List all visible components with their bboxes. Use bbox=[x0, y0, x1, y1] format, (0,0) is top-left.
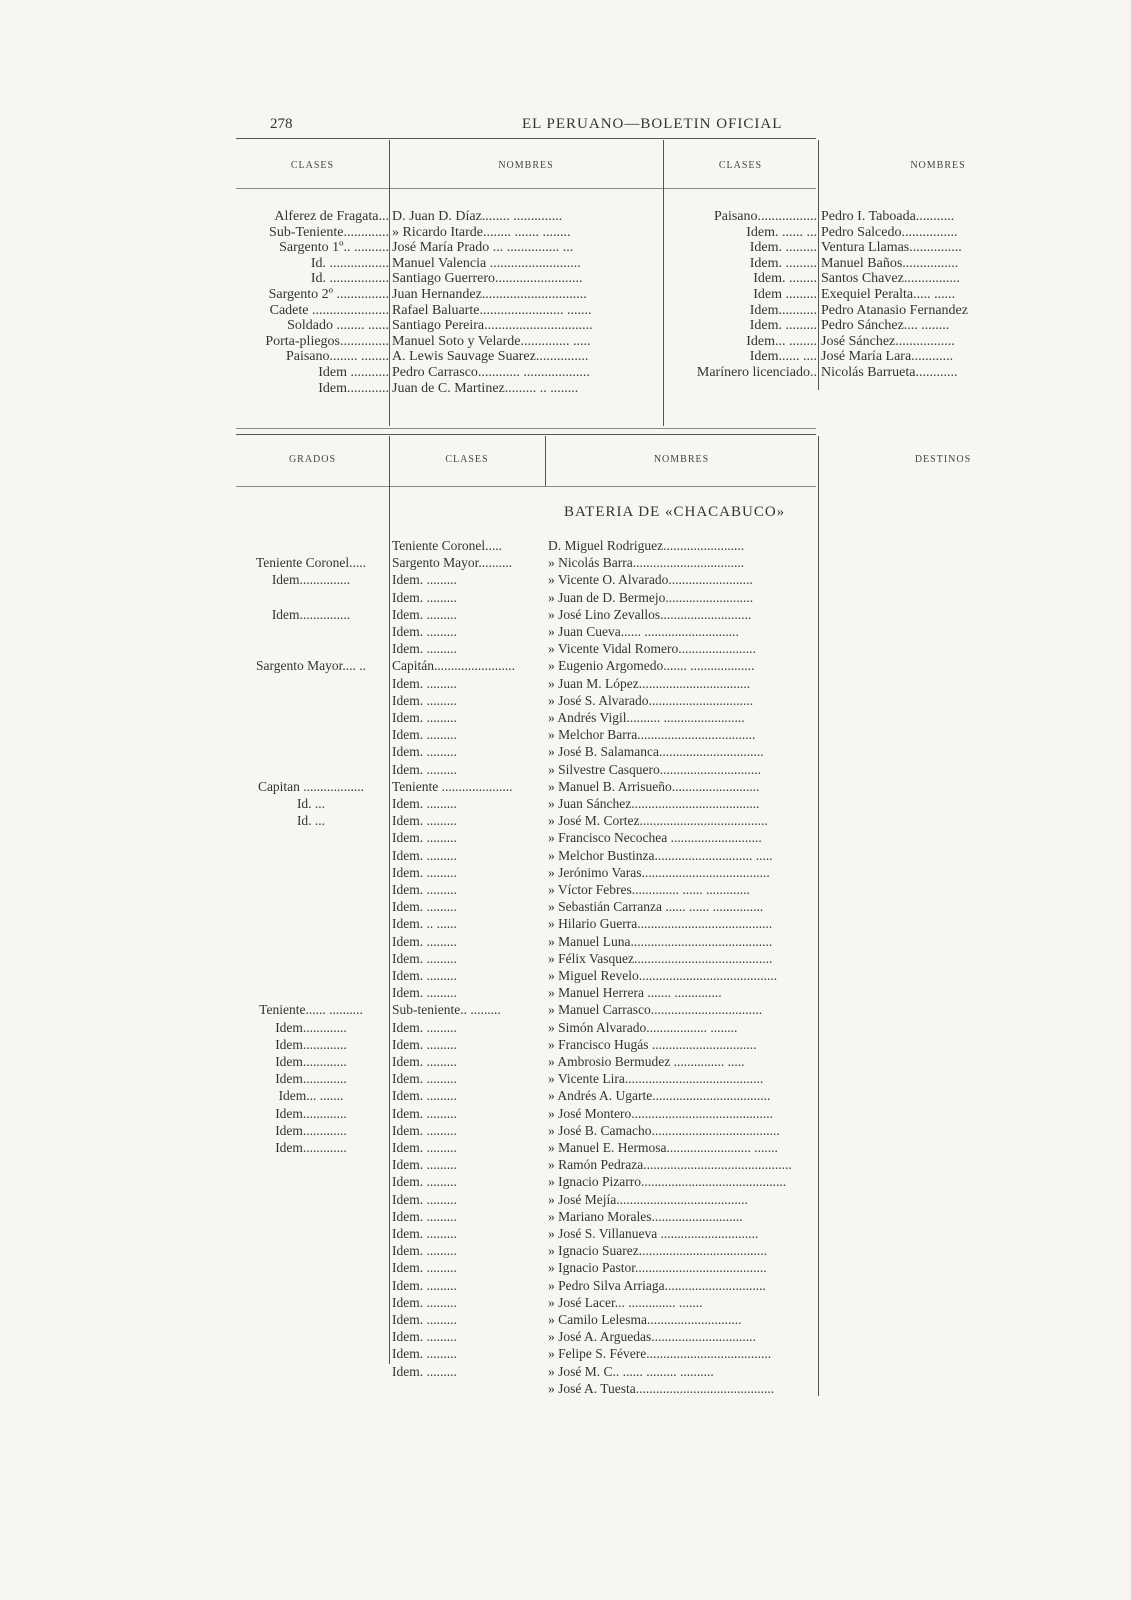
table2-row bbox=[0, 554, 1131, 571]
table2-grado: Idem............. bbox=[275, 1140, 347, 1155]
table2-row bbox=[0, 778, 1131, 795]
table1-nombre-left: Manuel Soto y Velarde.............. ..... bbox=[392, 333, 591, 349]
table2-clase: Idem. ......... bbox=[392, 813, 457, 829]
table2-grado: Teniente Coronel..... bbox=[255, 555, 367, 571]
table1-nombre-right: Exequiel Peralta..... ...... bbox=[821, 287, 956, 302]
table2-nombre: » Ignacio Pizarro........................................... bbox=[548, 1174, 787, 1190]
table2-row bbox=[0, 571, 1131, 588]
table2-header-grados: GRADOS bbox=[288, 454, 337, 465]
table2-clase: Idem. ......... bbox=[392, 727, 457, 743]
table1-row bbox=[0, 303, 1131, 319]
table2-grado: Idem............. bbox=[275, 1122, 347, 1138]
table2-nombre: » Mariano Morales........................... bbox=[548, 1208, 743, 1224]
table2-nombre: » José Lacer... .............. ....... bbox=[548, 1294, 703, 1310]
table1-nombre-left: José María Prado ... ............... ... bbox=[392, 240, 574, 256]
table2-clase: Idem. ......... bbox=[392, 1260, 457, 1276]
table2-clase: Idem. ......... bbox=[392, 1019, 457, 1035]
table1-clase-right: Idem. ......... bbox=[749, 240, 817, 256]
table2-row bbox=[0, 623, 1131, 640]
table2-nombre: » José B. Camacho...................................... bbox=[548, 1122, 780, 1138]
table1-clase-left: Id. ................. bbox=[310, 271, 389, 287]
table2-grado: Idem... ....... bbox=[278, 1088, 344, 1104]
table2-nombre: » Simón Alvarado.................. ........ bbox=[548, 1019, 738, 1035]
table2-nombre: » Jerónimo Varas...................................... bbox=[548, 864, 770, 880]
table2-clase: Idem. ......... bbox=[392, 1071, 457, 1087]
table2-clase: Teniente Coronel..... bbox=[392, 538, 503, 553]
table1-clase-right: Idem... ........ bbox=[746, 333, 817, 349]
table1-nombre-right: Santos Chavez................ bbox=[821, 271, 960, 287]
table2-clase: Idem. ......... bbox=[392, 589, 457, 605]
table2-clase: Idem. ......... bbox=[392, 864, 457, 880]
table2-grado: Teniente...... .......... bbox=[259, 1002, 363, 1018]
table2-clase: Idem. ......... bbox=[392, 1312, 457, 1327]
table2-grado: Idem............. bbox=[275, 1036, 347, 1052]
table2-row bbox=[0, 657, 1131, 674]
table2-row bbox=[0, 1053, 1131, 1070]
table2-clase: Idem. ......... bbox=[392, 624, 457, 639]
table2-top-rule bbox=[236, 434, 816, 435]
table2-nombre: » Melchor Bustinza............................. ..... bbox=[548, 847, 773, 863]
table1-clase-left: Idem............ bbox=[318, 380, 389, 396]
table2-row bbox=[0, 1173, 1131, 1190]
table2-row bbox=[0, 1070, 1131, 1087]
table2-row bbox=[0, 1328, 1131, 1345]
table1-clase-left: Soldado ........ ...... bbox=[287, 318, 389, 334]
table1-nombre-right: Pedro I. Taboada........... bbox=[821, 209, 955, 224]
table1-clase-right: Idem ......... bbox=[753, 287, 817, 302]
table2-nombre: » Camilo Lelesma............................ bbox=[548, 1312, 742, 1327]
table1-top-rule bbox=[236, 138, 816, 139]
table2-clase: Idem. ......... bbox=[392, 606, 457, 622]
table2-nombre: » José Montero.......................................... bbox=[548, 1105, 773, 1121]
table2-nombre: D. Miguel Rodriguez........................ bbox=[548, 538, 745, 553]
table1-clase-left: Sargento 2º ............... bbox=[268, 287, 389, 302]
table2-grado: Idem............. bbox=[275, 1019, 347, 1035]
table2-clase: Idem. ......... bbox=[392, 692, 457, 708]
table2-grado: Id. ... bbox=[296, 796, 326, 811]
table2-row bbox=[0, 1225, 1131, 1242]
table2-row bbox=[0, 726, 1131, 743]
table1-row bbox=[0, 334, 1131, 350]
table2-header-clases: CLASES bbox=[445, 454, 489, 465]
table2-clase: Idem. ......... bbox=[392, 1140, 457, 1155]
table2-row bbox=[0, 933, 1131, 950]
table2-row bbox=[0, 1208, 1131, 1225]
table2-header-nombres: NOMBRES bbox=[653, 454, 710, 465]
table2-header-rule bbox=[236, 486, 816, 487]
table1-clase-right: Marínero licenciado.. bbox=[696, 365, 817, 380]
table1-nombre-right: José María Lara............ bbox=[821, 349, 954, 365]
table2-row bbox=[0, 1380, 1131, 1397]
table2-clase: Idem. ......... bbox=[392, 1088, 457, 1104]
table2-row bbox=[0, 743, 1131, 760]
table1-clase-right: Idem. ........ bbox=[753, 271, 817, 287]
table2-nombre: » Melchor Barra................................... bbox=[548, 727, 756, 743]
table2-row bbox=[0, 709, 1131, 726]
table1-clase-left: Idem ........... bbox=[318, 365, 389, 380]
table2-row bbox=[0, 1087, 1131, 1104]
table1-clase-right: Idem. ......... bbox=[749, 255, 817, 271]
table1-nombre-left: D. Juan D. Díaz........ .............. bbox=[392, 209, 563, 224]
table2-row bbox=[0, 1156, 1131, 1173]
table2-nombre: » Ambrosio Bermudez ............... ..... bbox=[548, 1054, 745, 1069]
table2-nombre: » Felipe S. Févere..................................... bbox=[548, 1346, 772, 1362]
table2-nombre: » José Lino Zevallos........................... bbox=[548, 606, 752, 622]
table2-nombre: » Vicente Lira......................................... bbox=[548, 1071, 764, 1087]
table2-nombre: » Juan Sánchez...................................... bbox=[548, 796, 760, 811]
table2-row bbox=[0, 1259, 1131, 1276]
table1-nombre-left: » Ricardo Itarde........ ....... ........ bbox=[392, 224, 571, 240]
table2-clase: Teniente ..................... bbox=[392, 778, 513, 794]
table1-nombre-right: José Sánchez................. bbox=[821, 333, 955, 349]
table2-clase: Idem. ......... bbox=[392, 744, 457, 760]
table2-nombre: » Manuel E. Hermosa......................... ....... bbox=[548, 1140, 778, 1155]
table1-nombre-right: Nicolás Barrueta............ bbox=[821, 365, 958, 380]
table2-nombre: » Ignacio Suarez...................................... bbox=[548, 1243, 767, 1259]
table2-row bbox=[0, 795, 1131, 812]
table1-clase-left: Sargento 1º.. .......... bbox=[279, 240, 389, 256]
table1-row bbox=[0, 256, 1131, 272]
table1-nombre-right: Ventura Llamas............... bbox=[821, 240, 962, 256]
table2-row bbox=[0, 589, 1131, 606]
table2-row bbox=[0, 1277, 1131, 1294]
table1-nombre-left: Rafael Baluarte........................ ....... bbox=[392, 302, 592, 318]
table2-row bbox=[0, 864, 1131, 881]
table2-nombre: » Juan Cueva...... ............................ bbox=[548, 624, 739, 639]
table1-clase-left: Alferez de Fragata... bbox=[274, 209, 389, 224]
section-title: BATERIA DE «CHACABUCO» bbox=[564, 504, 786, 520]
table2-row bbox=[0, 812, 1131, 829]
table2-nombre: » Juan de D. Bermejo.......................... bbox=[548, 589, 754, 605]
table2-clase: Idem. ......... bbox=[392, 1363, 457, 1379]
table1-nombre-left: Juan Hernandez.............................. bbox=[392, 287, 587, 302]
table1-header-nombres-2: NOMBRES bbox=[910, 160, 966, 171]
table2-nombre: » Ramón Pedraza............................................ bbox=[548, 1157, 792, 1173]
table2-clase: Idem. ......... bbox=[392, 950, 457, 966]
table2-row bbox=[0, 1122, 1131, 1139]
table1-nombre-right: Manuel Baños................ bbox=[821, 255, 959, 271]
table1-row bbox=[0, 318, 1131, 334]
table2-row bbox=[0, 761, 1131, 778]
table2-clase: Idem. ......... bbox=[392, 641, 457, 657]
table2-clase: Idem. ......... bbox=[392, 1294, 457, 1310]
table2-clase: Idem. ......... bbox=[392, 985, 457, 1001]
table2-row bbox=[0, 950, 1131, 967]
table2-nombre: » José S. Villanueva ............................. bbox=[548, 1226, 759, 1241]
table2-nombre: » Manuel Luna.......................................... bbox=[548, 933, 773, 949]
table2-clase: Idem. ......... bbox=[392, 1243, 457, 1259]
table2-clase: Idem. ......... bbox=[392, 1277, 457, 1293]
table2-clase: Idem. ......... bbox=[392, 1329, 457, 1345]
table1-clase-left: Paisano........ ........ bbox=[285, 349, 389, 365]
table2-clase: Idem. ......... bbox=[392, 882, 457, 897]
table1-nombre-left: A. Lewis Sauvage Suarez............... bbox=[392, 349, 589, 365]
table2-row bbox=[0, 606, 1131, 623]
table2-nombre: » Juan M. López................................. bbox=[548, 675, 751, 691]
table1-nombre-left: Santiago Guerrero......................... bbox=[392, 271, 583, 287]
table2-clase: Idem. ......... bbox=[392, 899, 457, 915]
table2-grado: Idem............. bbox=[275, 1054, 347, 1069]
table2-clase: Idem. ......... bbox=[392, 1346, 457, 1362]
table2-row bbox=[0, 640, 1131, 657]
table2-clase: Idem. ......... bbox=[392, 761, 457, 777]
table2-clase: Idem. .. ...... bbox=[392, 916, 457, 932]
table2-nombre: » Hilario Guerra........................................ bbox=[548, 916, 773, 932]
table2-row bbox=[0, 675, 1131, 692]
table2-clase: Idem. ......... bbox=[392, 1174, 457, 1190]
table2-nombre: » Manuel Herrera ....... .............. bbox=[548, 985, 722, 1001]
table2-row bbox=[0, 1363, 1131, 1380]
table1-clase-left: Cadete ...................... bbox=[269, 302, 389, 318]
table2-nombre: » Víctor Febres.............. ...... ............. bbox=[548, 882, 750, 897]
table2-nombre: » Pedro Silva Arriaga.............................. bbox=[548, 1277, 766, 1293]
table2-clase: Idem. ......... bbox=[392, 675, 457, 691]
table2-nombre: » José A. Arguedas............................... bbox=[548, 1329, 756, 1345]
table2-nombre: » Nicolás Barra................................. bbox=[548, 555, 745, 571]
table1-clase-left: Sub-Teniente............. bbox=[269, 224, 389, 240]
table2-row bbox=[0, 1191, 1131, 1208]
table1-bottom-rule bbox=[236, 428, 816, 429]
table2-grado: Id. ... bbox=[296, 813, 326, 829]
table2-header-destinos: DESTINOS bbox=[914, 454, 972, 465]
table2-grado: Idem............. bbox=[275, 1105, 347, 1121]
table2-row bbox=[0, 829, 1131, 846]
table2-nombre: » Manuel Carrasco................................. bbox=[548, 1002, 763, 1018]
table2-clase: Idem. ......... bbox=[392, 968, 457, 983]
table2-clase: Idem. ......... bbox=[392, 1054, 457, 1069]
table2-clase: Idem. ......... bbox=[392, 830, 457, 846]
table2-nombre: » Ignacio Pastor....................................... bbox=[548, 1260, 767, 1276]
table2-row bbox=[0, 915, 1131, 932]
table2-row bbox=[0, 692, 1131, 709]
table1-nombre-left: Juan de C. Martinez......... .. ........ bbox=[392, 380, 579, 396]
table2-clase: Idem. ......... bbox=[392, 1122, 457, 1138]
table2-grado: Idem............... bbox=[271, 572, 351, 588]
table1-header-rule bbox=[236, 188, 816, 189]
table2-nombre: » Sebastián Carranza ...... ...... ............... bbox=[548, 899, 764, 915]
table2-nombre: » Miguel Revelo......................................... bbox=[548, 968, 778, 983]
table1-nombre-left: Manuel Valencia .......................... bbox=[392, 255, 581, 271]
table2-clase: Idem. ......... bbox=[392, 847, 457, 863]
table2-row bbox=[0, 1311, 1131, 1328]
table2-clase: Idem. ......... bbox=[392, 1208, 457, 1224]
table2-row bbox=[0, 984, 1131, 1001]
table1-row bbox=[0, 240, 1131, 256]
table2-row bbox=[0, 537, 1131, 554]
table2-grado: Idem............. bbox=[275, 1071, 347, 1087]
table2-nombre: » José M. C.. ...... ......... .......... bbox=[548, 1363, 714, 1379]
table2-row bbox=[0, 967, 1131, 984]
table2-nombre: » Félix Vasquez......................................... bbox=[548, 950, 773, 966]
table2-nombre: » Vicente O. Alvarado......................... bbox=[548, 572, 753, 588]
table1-clase-right: Idem. ...... ... bbox=[746, 224, 817, 240]
table1-row bbox=[0, 349, 1131, 365]
table2-clase: Idem. ......... bbox=[392, 1036, 457, 1052]
table1-nombre-right: Pedro Salcedo................ bbox=[821, 224, 958, 240]
table1-clase-right: Idem. ......... bbox=[749, 318, 817, 334]
table2-row bbox=[0, 1242, 1131, 1259]
table2-clase: Idem. ......... bbox=[392, 572, 457, 588]
table2-grado: Sargento Mayor.... .. bbox=[256, 658, 366, 674]
table2-nombre: » José Mejía....................................... bbox=[548, 1191, 748, 1207]
page-number: 278 bbox=[270, 116, 293, 132]
table1-nombre-right: Pedro Atanasio Fernandez bbox=[821, 302, 968, 318]
table2-row bbox=[0, 1019, 1131, 1036]
table1-clase-left: Id. ................. bbox=[310, 255, 389, 271]
table1-row bbox=[0, 287, 1131, 303]
table2-clase: Idem. ......... bbox=[392, 1105, 457, 1121]
table1-row bbox=[0, 209, 1131, 225]
table2-row bbox=[0, 1105, 1131, 1122]
table2-nombre: » Vicente Vidal Romero....................... bbox=[548, 641, 756, 657]
table2-grado: Capitan .................. bbox=[257, 778, 365, 794]
table2-row bbox=[0, 1294, 1131, 1311]
table1-clase-left: Porta-pliegos.............. bbox=[265, 333, 389, 349]
table1-clase-right: Paisano................. bbox=[713, 209, 817, 224]
table2-nombre: » Manuel B. Arrisueño.......................... bbox=[548, 778, 760, 794]
table2-grado: Idem............... bbox=[271, 606, 351, 622]
table2-clase: Idem. ......... bbox=[392, 710, 457, 725]
table1-nombre-left: Pedro Carrasco............ ................... bbox=[392, 365, 590, 380]
table2-row bbox=[0, 1001, 1131, 1018]
table2-row bbox=[0, 1139, 1131, 1156]
table1-nombre-left: Santiago Pereira............................... bbox=[392, 318, 593, 334]
table1-header-nombres-1: NOMBRES bbox=[498, 160, 554, 171]
table2-clase: Idem. ......... bbox=[392, 796, 457, 811]
table2-clase: Idem. ......... bbox=[392, 1157, 457, 1173]
table2-clase: Sub-teniente.. ......... bbox=[392, 1002, 501, 1018]
table2-nombre: » José S. Alvarado............................... bbox=[548, 692, 754, 708]
table2-nombre: » Andrés A. Ugarte................................... bbox=[548, 1088, 771, 1104]
table2-clase: Idem. ......... bbox=[392, 1191, 457, 1207]
table1-header-clases-2: CLASES bbox=[718, 160, 763, 171]
table2-row bbox=[0, 881, 1131, 898]
table2-nombre: » Eugenio Argomedo....... ................... bbox=[548, 658, 755, 674]
table2-clase: Sargento Mayor.......... bbox=[392, 555, 513, 571]
publication-title: EL PERUANO—BOLETIN OFICIAL bbox=[522, 116, 783, 132]
table2-clase: Capitán........................ bbox=[392, 658, 515, 674]
table2-nombre: » José M. Cortez...................................... bbox=[548, 813, 768, 829]
table1-header-clases-1: CLASES bbox=[290, 160, 335, 171]
table1-row bbox=[0, 271, 1131, 287]
table2-nombre: » José B. Salamanca............................... bbox=[548, 744, 764, 760]
table2-nombre: » Andrés Vigil.......... ........................ bbox=[548, 710, 745, 725]
table2-clase: Idem. ......... bbox=[392, 933, 457, 949]
table2-clase: Idem. ......... bbox=[392, 1226, 457, 1241]
table1-nombre-right: Pedro Sánchez.... ........ bbox=[821, 318, 950, 334]
table2-row bbox=[0, 1036, 1131, 1053]
table2-row bbox=[0, 898, 1131, 915]
table2-row bbox=[0, 1345, 1131, 1362]
table1-row bbox=[0, 381, 1131, 397]
table2-nombre: » José A. Tuesta......................................... bbox=[548, 1380, 775, 1396]
table2-nombre: » Francisco Hugás ............................... bbox=[548, 1036, 757, 1052]
table2-row bbox=[0, 847, 1131, 864]
table2-nombre: » Francisco Necochea ........................... bbox=[548, 830, 762, 846]
page-header bbox=[236, 116, 816, 136]
table1-clase-right: Idem...... .... bbox=[749, 349, 817, 365]
table1-row bbox=[0, 225, 1131, 241]
table1-clase-right: Idem........... bbox=[749, 302, 817, 318]
table1-row bbox=[0, 365, 1131, 381]
table2-nombre: » Silvestre Casquero.............................. bbox=[548, 761, 761, 777]
